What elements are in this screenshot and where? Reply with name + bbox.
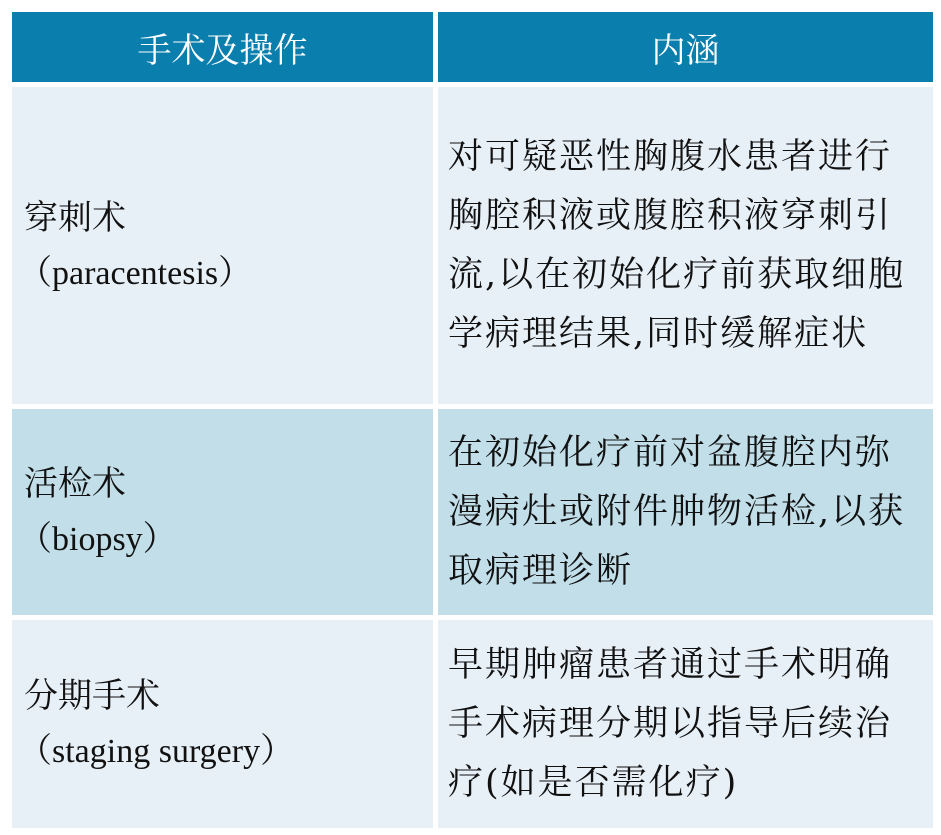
row-3-name-zh: 分期手术	[24, 676, 160, 716]
row-1-name-zh: 穿刺术	[24, 197, 126, 238]
row-1-description-cell	[438, 87, 933, 404]
row-2-description: 在初始化疗前对盆腹腔内弥漫病灶或附件肿物活检,以获取病理诊断	[448, 432, 906, 591]
row-3-description: 早期肿瘤患者通过手术明确手术病理分期以指导后续治疗(如是否需化疗)	[448, 644, 893, 803]
row-1-description: 对可疑恶性胸腹水患者进行胸腔积液或腹腔积液穿刺引流,以在初始化疗前获取细胞学病理结果,同时缓解症状	[448, 136, 906, 354]
row-2-name-cell	[12, 409, 433, 615]
row-3-name-cell	[12, 620, 433, 828]
row-1-name-en: （paracentesis）	[18, 254, 253, 292]
row-2-name-en: （biopsy）	[18, 521, 177, 558]
header-procedure: 手术及操作	[12, 12, 433, 82]
row-2-description-cell	[438, 409, 933, 615]
procedures-table	[12, 12, 933, 828]
header-meaning: 内涵	[438, 12, 933, 82]
row-3-name-en: （staging surgery）	[18, 733, 295, 770]
row-2-name-zh: 活检术	[24, 464, 126, 504]
row-3-description-cell	[438, 620, 933, 828]
row-1-name-cell	[12, 87, 433, 404]
